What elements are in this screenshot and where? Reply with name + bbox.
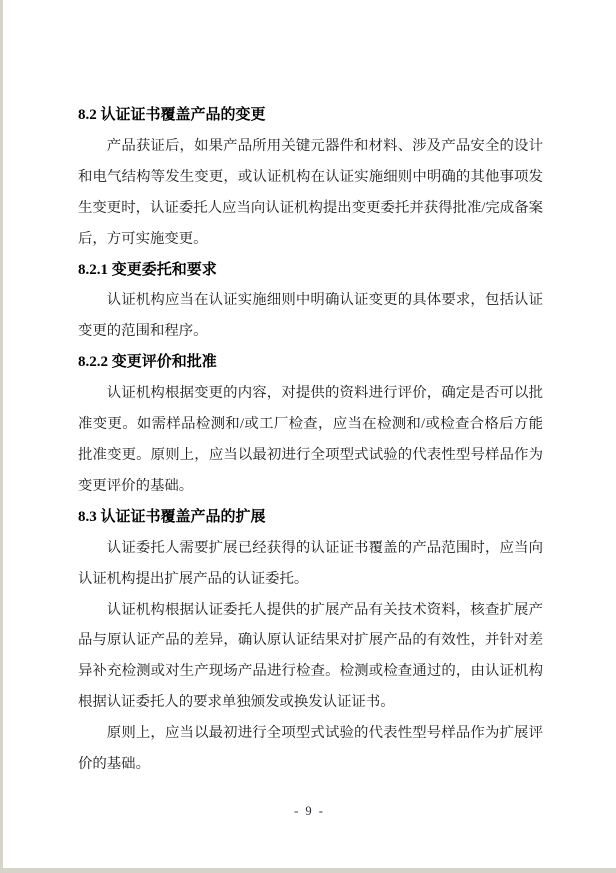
document-content xyxy=(78,100,543,780)
page-number: - 9 - xyxy=(294,804,325,818)
paragraph: 认证机构应当在认证实施细则中明确认证变更的具体要求，包括认证变更的范围和程序。 xyxy=(78,292,543,340)
section-heading-8-2-2: 8.2.2 变更评价和批准 xyxy=(78,354,217,371)
section-heading-8-3: 8.3 认证证书覆盖产品的扩展 xyxy=(78,508,266,525)
section-heading-8-2-1: 8.2.1 变更委托和要求 xyxy=(78,261,217,278)
paragraph: 原则上，应当以最初进行全项型式试验的代表性型号样品作为扩展评价的基础。 xyxy=(78,725,543,773)
paragraph: 认证机构根据变更的内容，对提供的资料进行评价，确定是否可以批准变更。如需样品检测和/或工厂检查，应当在检测和/或检查合格后方能批准变更。原则上，应当以最初进行全项型式试验的代表性型号样品作为变更评价的基础。 xyxy=(78,385,543,494)
paragraph: 认证委托人需要扩展已经获得的认证证书覆盖的产品范围时，应当向认证机构提出扩展产品的认证委托。 xyxy=(78,539,543,587)
paragraph: 产品获证后，如果产品所用关键元器件和材料、涉及产品安全的设计和电气结构等发生变更，或认证机构在认证实施细则中明确的其他事项发生变更时，认证委托人应当向认证机构提出变更委托并获得批准/完成备案后，方可实施变更。 xyxy=(78,137,543,247)
section-heading-8-2: 8.2 认证证书覆盖产品的变更 xyxy=(78,107,266,123)
document-page xyxy=(3,0,616,868)
paragraph: 认证机构根据认证委托人提供的扩展产品有关技术资料，核查扩展产品与原认证产品的差异，确认原认证结果对扩展产品的有效性，并针对差异补充检测或对生产现场产品进行检查。检测或检查通过的，由认证机构根据认证委托人的要求单独颁发或换发认证证书。 xyxy=(78,601,543,711)
